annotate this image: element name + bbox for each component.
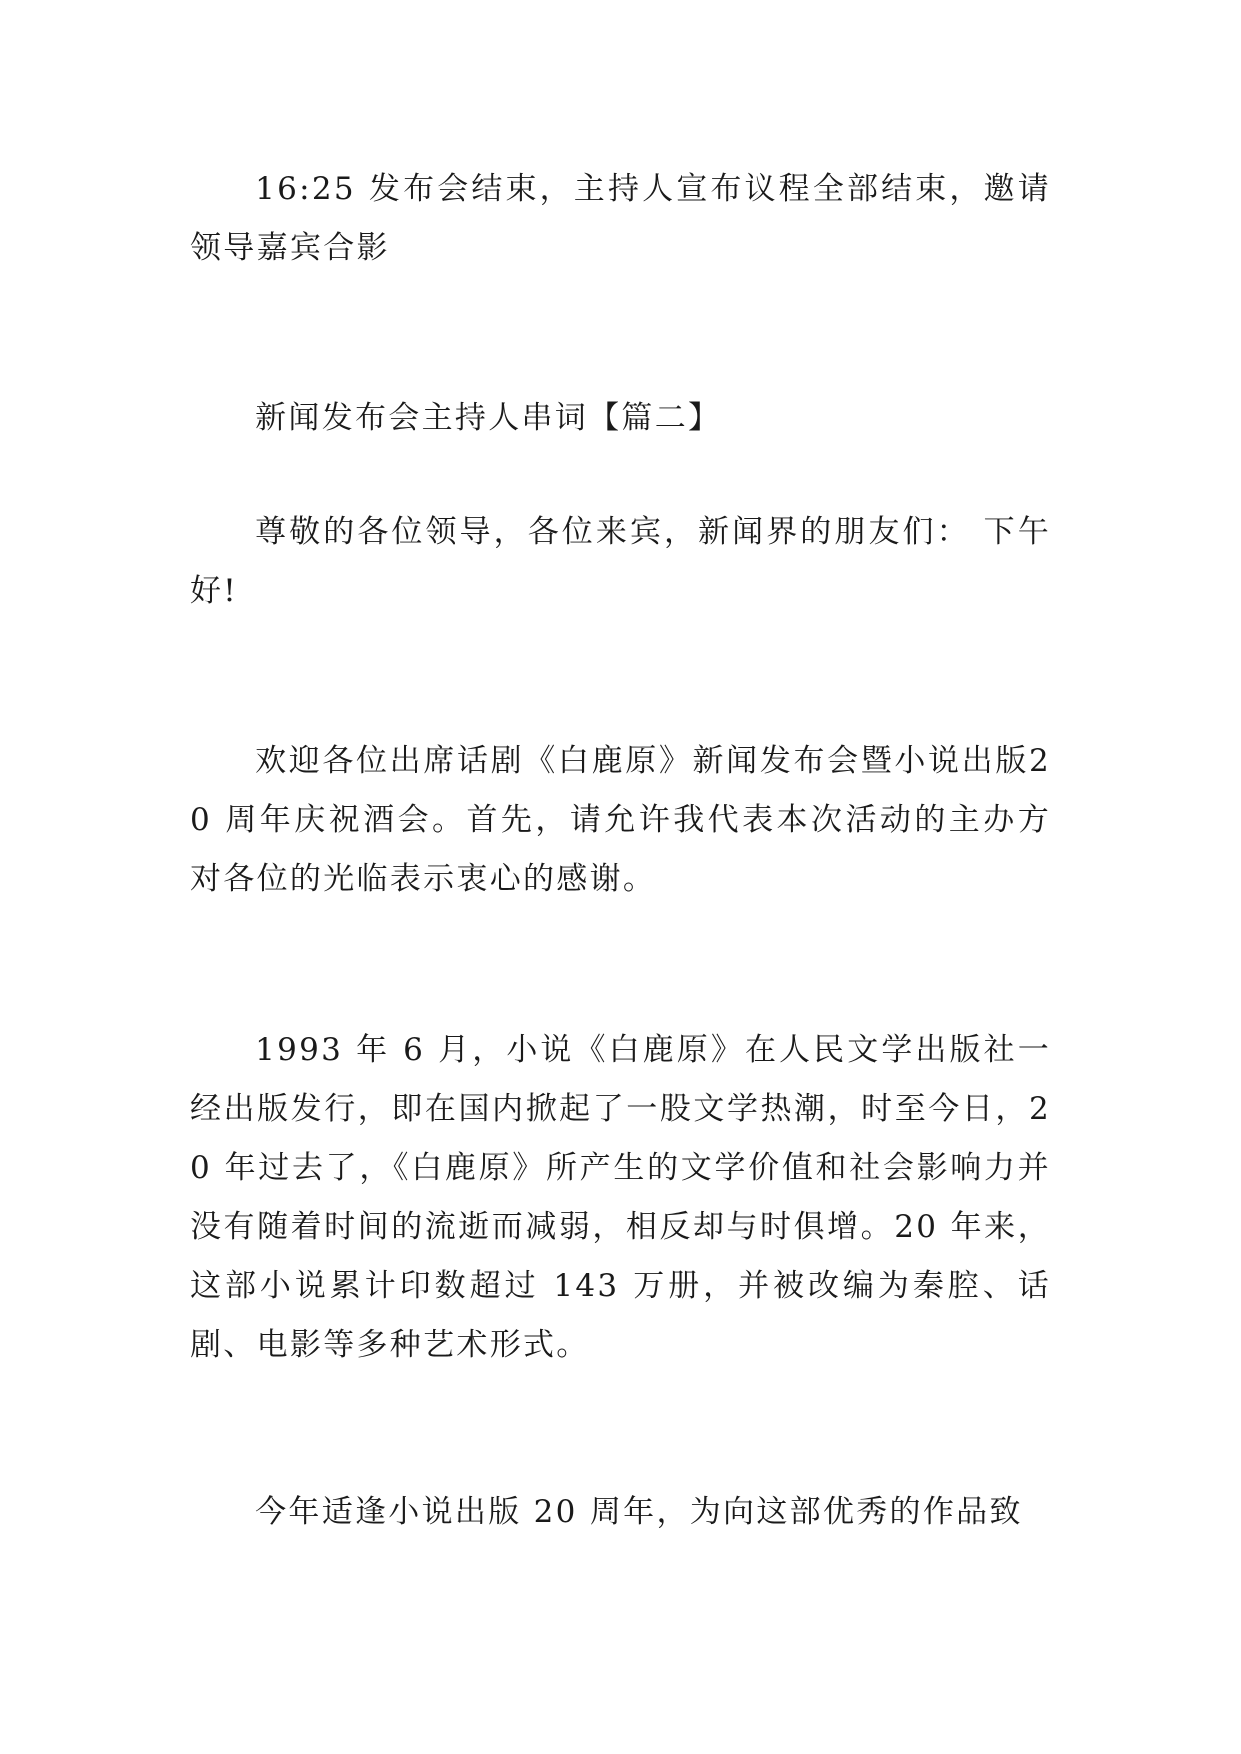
agenda-closing-paragraph: 16:25 发布会结束，主持人宣布议程全部结束，邀请领导嘉宾合影: [190, 171, 1051, 266]
greeting-paragraph: 尊敬的各位领导，各位来宾，新闻界的朋友们： 下午好!: [190, 514, 1051, 609]
anniversary-paragraph: 今年适逢小说出版 20 周年，为向这部优秀的作品致: [255, 1494, 1023, 1530]
section-heading: 新闻发布会主持人串词【篇二】: [255, 400, 722, 436]
history-paragraph: 1993 年 6 月，小说《白鹿原》在人民文学出版社一经出版发行，即在国内掀起了一股文学热潮，时至今日，20 年过去了，《白鹿原》所产生的文学价值和社会影响力并没有随着时间的流逝而减弱，相反却与时俱增。20 年来，这部小说累计印数超过 143 万册，并被改编为秦腔、话剧、电影等多种艺术形式。: [190, 1032, 1051, 1363]
welcome-paragraph: 欢迎各位出席话剧《白鹿原》新闻发布会暨小说出版20 周年庆祝酒会。首先，请允许我代表本次活动的主办方对各位的光临表示衷心的感谢。: [190, 743, 1051, 897]
